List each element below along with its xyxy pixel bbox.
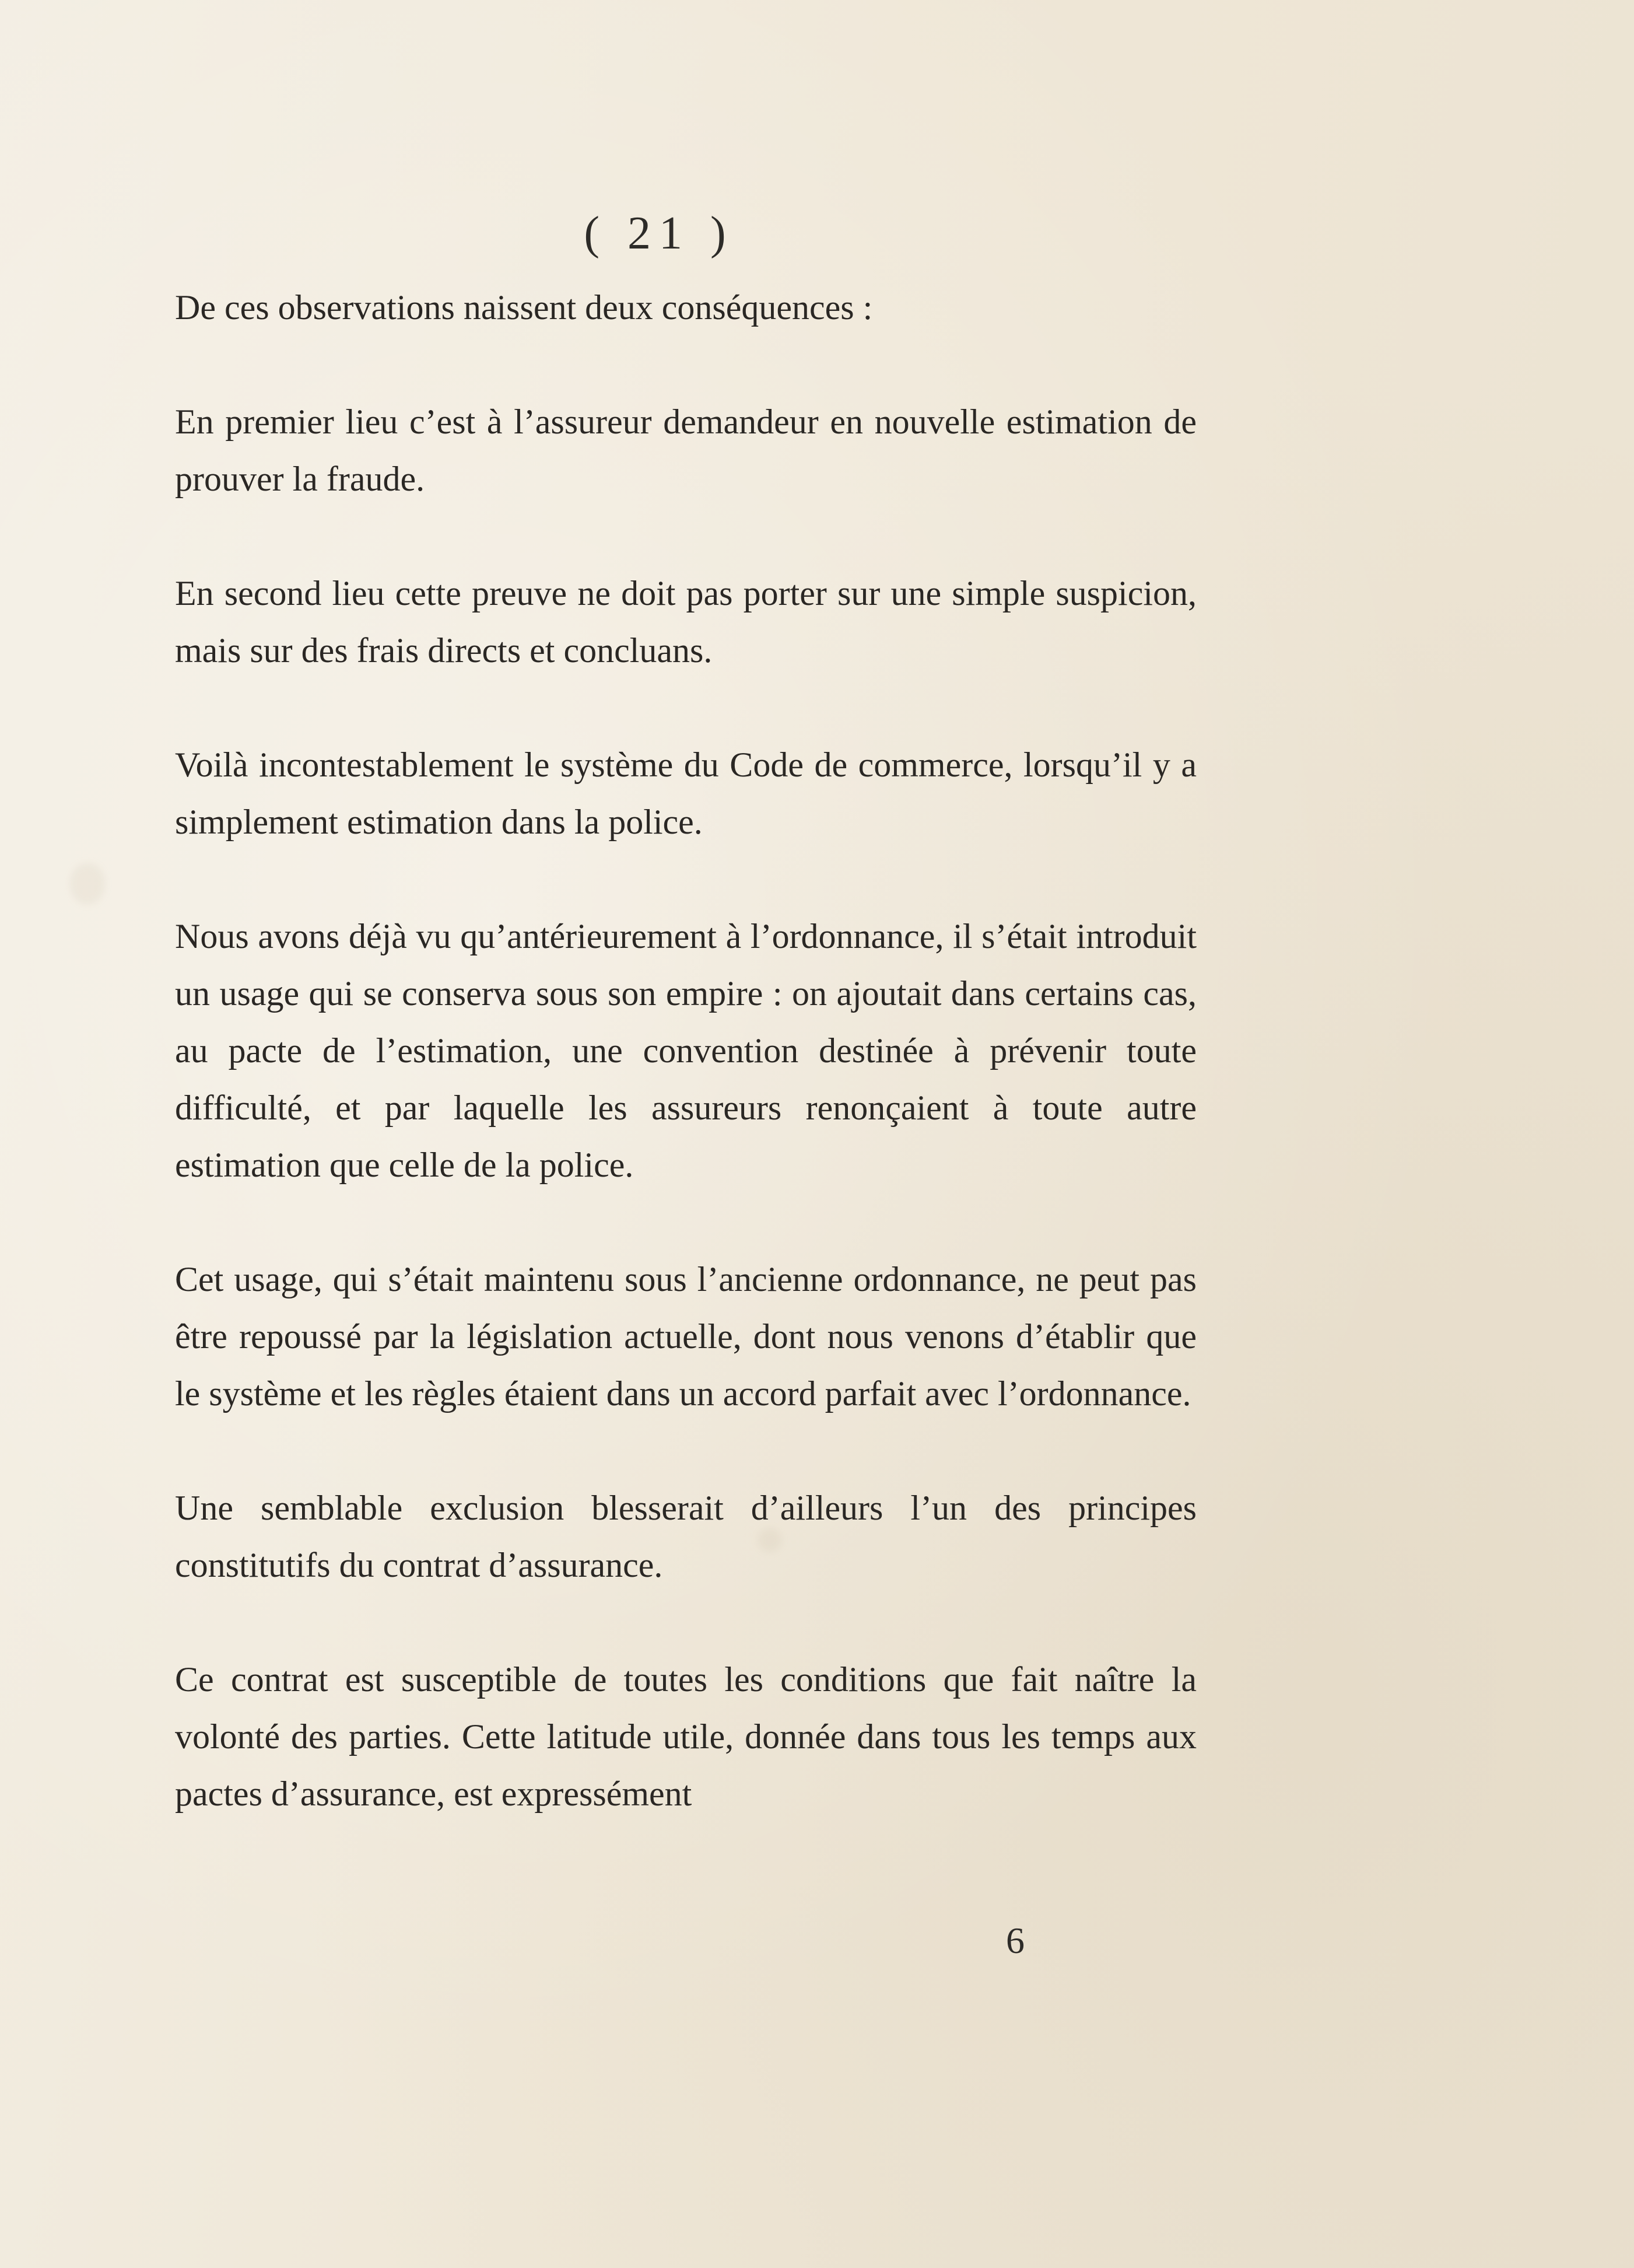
page-number: ( 21 )	[584, 208, 734, 259]
paragraph: Voilà incontestablement le système du Code de commerce, lorsqu’il y a simplement estimation dans la police.	[175, 746, 1197, 841]
paragraph: Ce contrat est susceptible de toutes les conditions que fait naître la volonté des parties. Cette latitude utile, donnée dans tous les temps aux pactes d’assurance, est expressément	[175, 1660, 1197, 1813]
paper-stain	[70, 863, 105, 904]
paragraph: En second lieu cette preuve ne doit pas porter sur une simple suspicion, mais sur des frais directs et concluans.	[175, 574, 1197, 670]
paragraph: Nous avons déjà vu qu’antérieurement à l’ordonnance, il s’était introduit un usage qui se conserva sous son empire : on ajoutait dans certains cas, au pacte de l’estimation, une convention destinée à prévenir toute difficulté, et par laquelle les assureurs renonçaient à toute autre estimation que celle de la police.	[175, 917, 1197, 1184]
signature-mark: 6	[1006, 1920, 1025, 1961]
paragraph: Cet usage, qui s’était maintenu sous l’ancienne ordonnance, ne peut pas être repoussé par la législation actuelle, dont nous venons d’établir que le système et les règles étaient dans un accord parfait avec l’ordonnance.	[175, 1260, 1197, 1413]
paragraph: En premier lieu c’est à l’assureur demandeur en nouvelle estimation de prouver la fraude.	[175, 402, 1197, 498]
paragraph: De ces observations naissent deux conséquences :	[175, 288, 873, 327]
body-text	[175, 279, 1197, 1880]
paragraph: Une semblable exclusion blesserait d’ailleurs l’un des principes constitutifs du contrat d’assurance.	[175, 1489, 1197, 1584]
